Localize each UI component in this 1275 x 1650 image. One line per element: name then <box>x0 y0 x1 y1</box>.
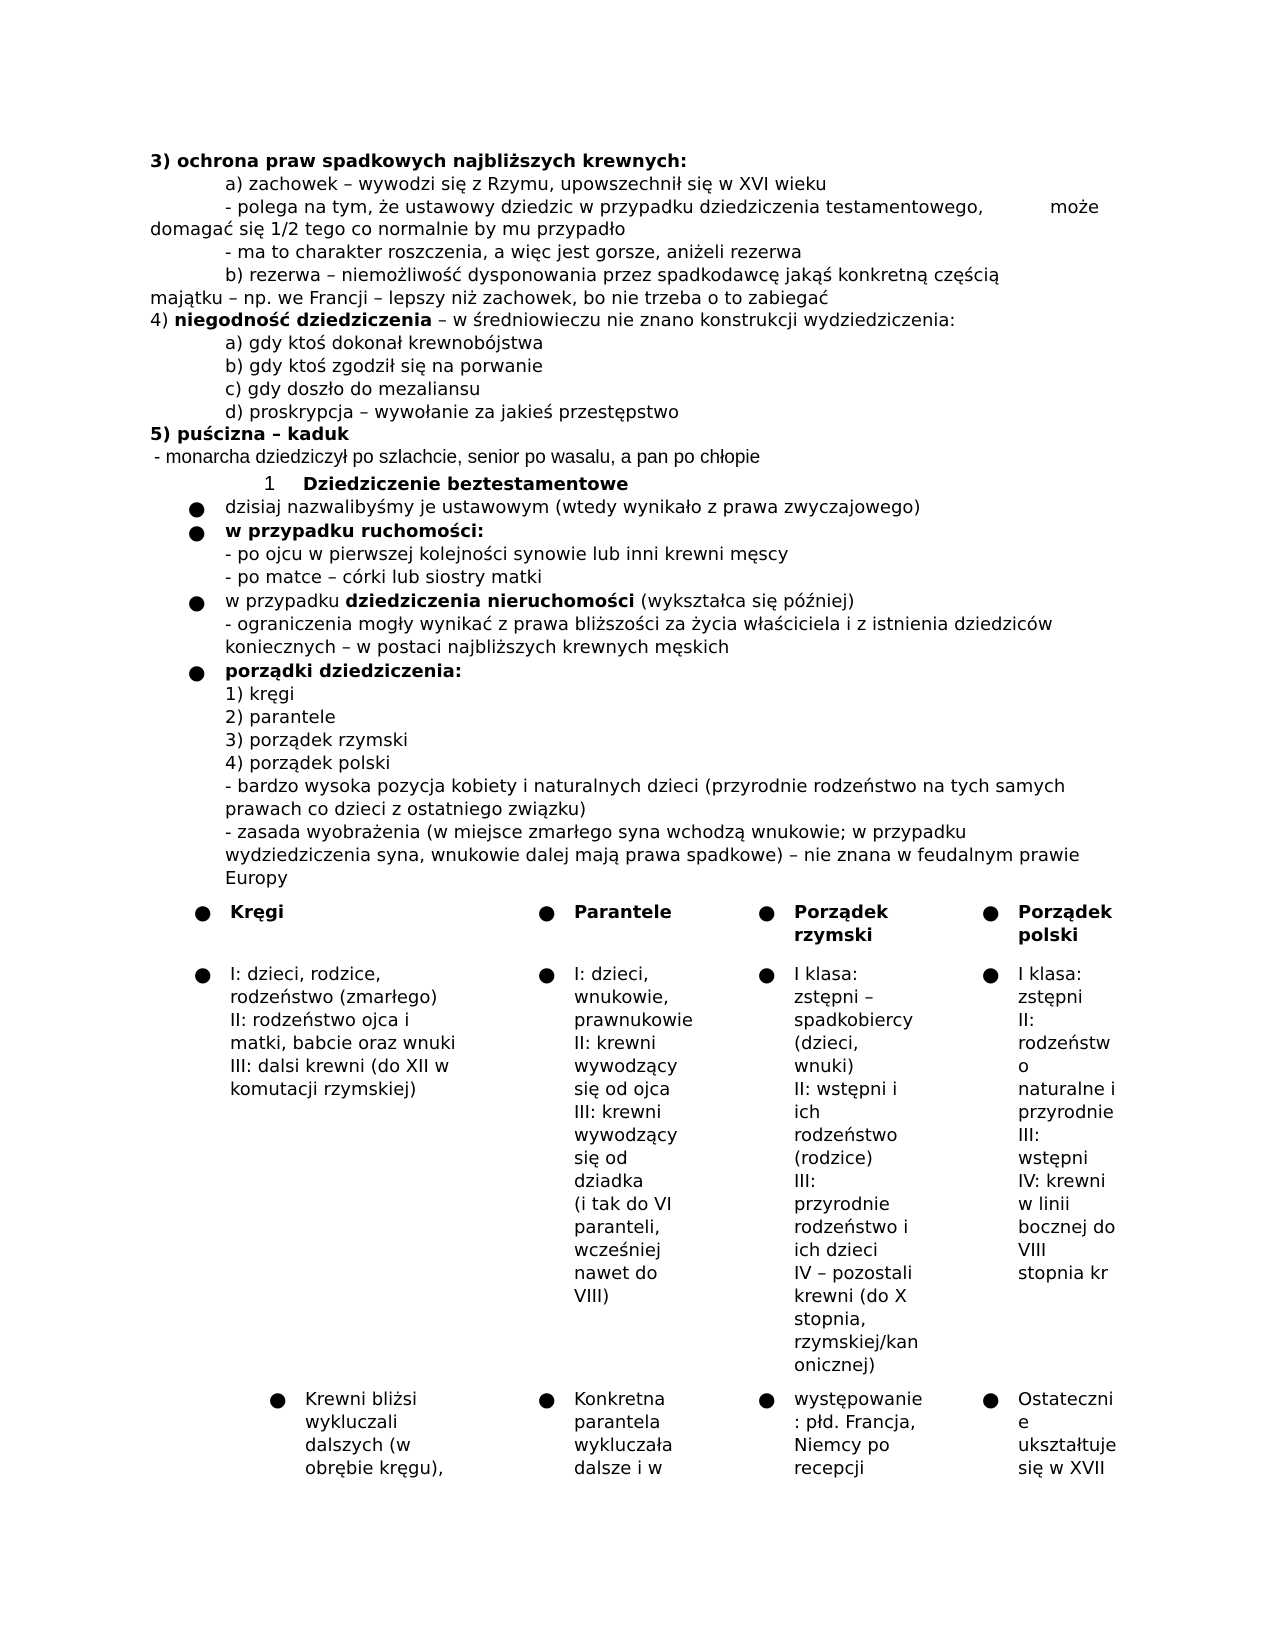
zachowek-desc-1-end: może <box>1050 197 1100 218</box>
zachowek-desc-2: domagać się 1/2 tego co normalnie by mu przypadło <box>150 219 626 240</box>
bullet-icon: ● <box>758 900 776 924</box>
nieruchomosci-post: (wykształca się później) <box>640 591 855 612</box>
table-header-polski: Porządek polski <box>1018 902 1113 946</box>
nieruchomosci-line-1: - ograniczenia mogły wynikać z prawa bliższości za życia właściciela i z istnienia dziedziców <box>225 614 1053 635</box>
bullet-title-porzadki: porządki dziedziczenia: <box>225 661 462 682</box>
table-header-parantele: Parantele <box>574 902 672 923</box>
bullet-icon: ● <box>188 590 206 614</box>
table-cell-parantele-2: Konkretna parantela wykluczała dalsze i w <box>574 1389 673 1479</box>
bullet-icon: ● <box>538 1387 556 1411</box>
section-4-num: 4) <box>150 310 169 331</box>
table-cell-parantele: I: dzieci, wnukowie, prawnukowie II: krewni wywodzący się od ojca III: krewni wywodzący się od dziadka (i tak do VI paranteli, wcześniej nawet do VIII) <box>574 964 693 1307</box>
porzadki-desc-3: - zasada wyobrażenia (w miejsce zmarłego syna wchodzą wnukowie; w przypadku <box>225 822 967 843</box>
table-cell-polski: I klasa: zstępni II: rodzeństw o naturalne i przyrodnie III: wstępni IV: krewni w linii bocznej do VIII stopnia kr <box>1018 964 1116 1284</box>
bullet-icon: ● <box>269 1387 287 1411</box>
bullet-icon: ● <box>538 900 556 924</box>
heading-number: 1 <box>264 473 276 495</box>
bullet-icon: ● <box>188 496 206 520</box>
rezerwa-line-1: b) rezerwa – niemożliwość dysponowania przez spadkodawcę jakąś konkretną częścią <box>225 265 1000 286</box>
bullet-title-ruchomosci: w przypadku ruchomości: <box>225 521 485 542</box>
bullet-icon: ● <box>758 962 776 986</box>
table-cell-rzymski: I klasa: zstępni – spadkobiercy (dzieci, wnuki) II: wstępni i ich rodzeństwo (rodzice) III: przyrodnie rodzeństwo i ich dzieci IV – pozostali krewni (do X stopnia, rzymskiej/kan onicznej) <box>794 964 919 1376</box>
ruchomosci-line-2: - po matce – córki lub siostry matki <box>225 567 543 588</box>
heading-title: Dziedziczenie beztestamentowe <box>302 474 629 495</box>
ruchomosci-line-1: - po ojcu w pierwszej kolejności synowie lub inni krewni męscy <box>225 544 789 565</box>
list-item: 3) porządek rzymski <box>225 730 408 751</box>
list-item: d) proskrypcja – wywołanie za jakieś przestępstwo <box>225 402 680 423</box>
bullet-icon: ● <box>188 520 206 544</box>
section-4-rest: – w średniowieczu nie znano konstrukcji wydziedziczenia: <box>437 310 956 331</box>
bullet-icon: ● <box>188 660 206 684</box>
bullet-icon: ● <box>982 1387 1000 1411</box>
section-4-heading <box>150 310 955 332</box>
table-header-kregi: Kręgi <box>230 902 285 923</box>
zachowek-desc-1: - polega na tym, że ustawowy dziedzic w przypadku dziedziczenia testamentowego, <box>225 197 984 218</box>
bullet-icon: ● <box>758 1387 776 1411</box>
nieruchomosci-pre: w przypadku <box>225 591 340 612</box>
list-item: b) gdy ktoś zgodził się na porwanie <box>225 356 543 377</box>
bullet-text-1: dzisiaj nazwalibyśmy je ustawowym (wtedy wynikało z prawa zwyczajowego) <box>225 497 921 518</box>
porzadki-desc-2: prawach co dzieci z ostatniego związku) <box>225 799 587 820</box>
nieruchomosci-line-2: koniecznych – w postaci najbliższych krewnych męskich <box>225 637 730 658</box>
bullet-nieruchomosci <box>225 591 855 613</box>
list-item: a) gdy ktoś dokonał krewnobójstwa <box>225 333 544 354</box>
bullet-icon: ● <box>982 900 1000 924</box>
bullet-icon: ● <box>538 962 556 986</box>
numbered-heading <box>264 473 628 496</box>
rezerwa-line-2: majątku – np. we Francji – lepszy niż zachowek, bo nie trzeba o to zabiegać <box>150 288 829 309</box>
table-cell-kregi: I: dzieci, rodzice, rodzeństwo (zmarłego) II: rodzeństwo ojca i matki, babcie oraz wnuki III: dalsi krewni (do XII w komutacji rzymskiej) <box>230 964 456 1100</box>
porzadki-desc-5: Europy <box>225 868 288 889</box>
table-header-rzymski: Porządek rzymski <box>794 902 889 946</box>
list-item: 2) parantele <box>225 707 336 728</box>
zachowek-desc-3: - ma to charakter roszczenia, a więc jest gorsze, aniżeli rezerwa <box>225 242 802 263</box>
table-cell-rzymski-2: występowanie : płd. Francja, Niemcy po recepcji <box>794 1389 923 1479</box>
table-cell-kregi-2: Krewni bliżsi wykluczali dalszych (w obrębie kręgu), <box>305 1389 444 1479</box>
porzadki-desc-4: wydziedziczenia syna, wnukowie dalej mają prawa spadkowe) – nie znana w feudalnym prawie <box>225 845 1080 866</box>
list-item: c) gdy doszło do mezaliansu <box>225 379 481 400</box>
porzadki-desc-1: - bardzo wysoka pozycja kobiety i naturalnych dzieci (przyrodnie rodzeństwo na tych samych <box>225 776 1066 797</box>
bullet-icon: ● <box>194 962 212 986</box>
table-cell-polski-2: Ostateczni e ukształtuje się w XVII <box>1018 1389 1117 1479</box>
section-5-text: - monarcha dziedziczył po szlachcie, senior po wasalu, a pan po chłopie <box>154 447 761 468</box>
bullet-icon: ● <box>982 962 1000 986</box>
list-item: 1) kręgi <box>225 684 295 705</box>
section-4-title: niegodność dziedziczenia <box>174 310 433 331</box>
bullet-icon: ● <box>194 900 212 924</box>
zachowek-line: a) zachowek – wywodzi się z Rzymu, upowszechnił się w XVI wieku <box>225 174 827 195</box>
section-3-heading: 3) ochrona praw spadkowych najbliższych krewnych: <box>150 151 688 172</box>
section-5-heading: 5) puścizna – kaduk <box>150 424 350 445</box>
nieruchomosci-bold: dziedziczenia nieruchomości <box>345 591 635 612</box>
list-item: 4) porządek polski <box>225 753 391 774</box>
